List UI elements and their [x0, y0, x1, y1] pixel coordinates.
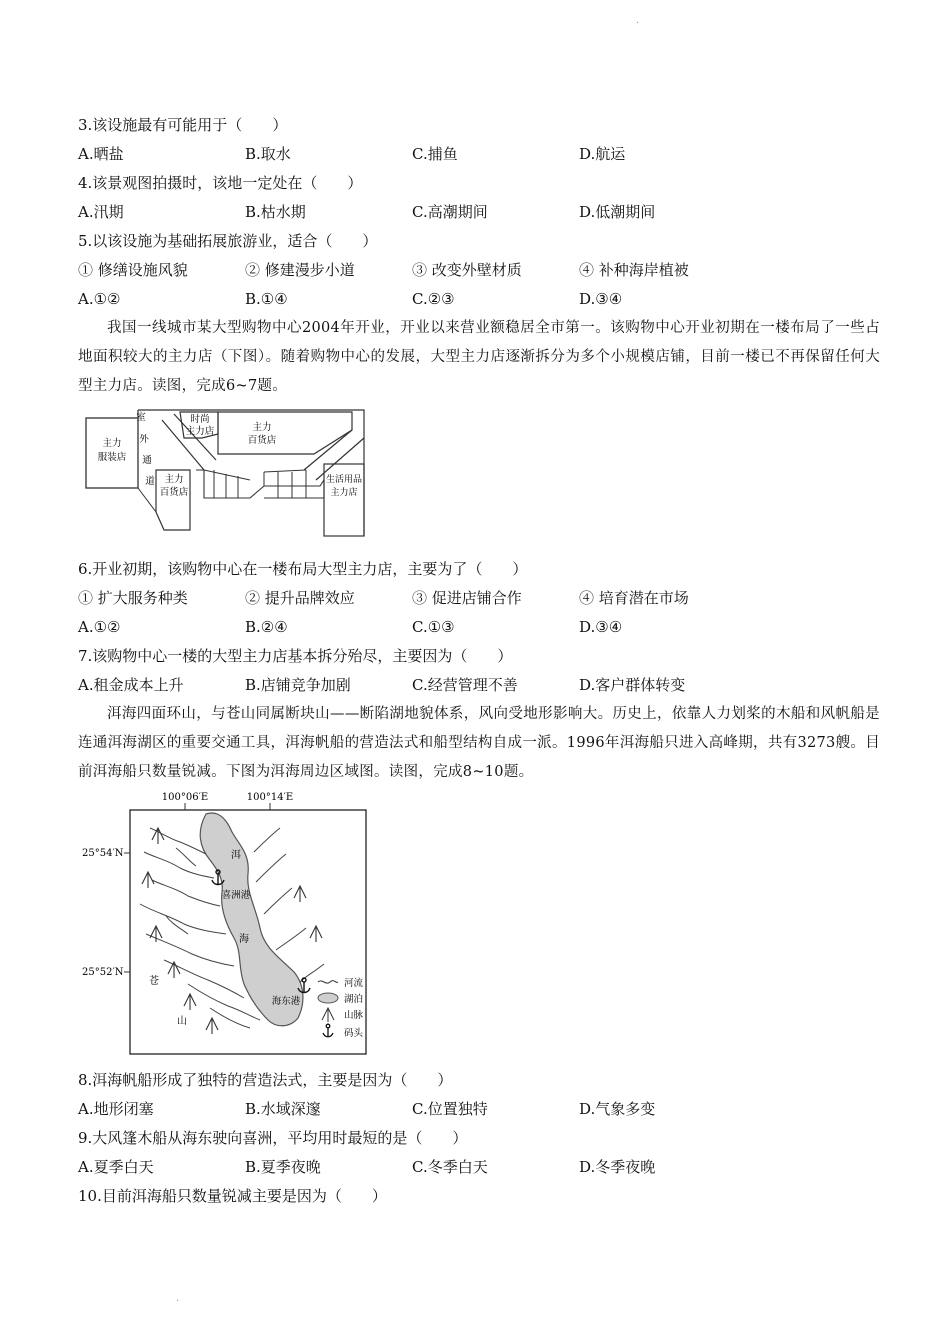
mall-floor-plan: [84, 408, 368, 538]
legend-river: 河流: [344, 978, 364, 989]
passage-erhai: 洱海四面环山，与苍山同属断块山——断陷湖地貌体系，风向受地形影响大。历史上，依靠人力划桨的木船和风帆船是连通洱海湖区的重要交通工具，洱海帆船的营造法式和船型结构自成一派。1996年洱海船只进入高峰期，共有3273艘。目前洱海船只数量锐减。下图为洱海周边区域图。读图，完成8~10题。: [78, 706, 880, 780]
question-7: 7.该购物中心一楼的大型主力店基本拆分殆尽，主要因为（ ）: [78, 647, 513, 665]
option-c: C.高潮期间: [412, 203, 488, 221]
option-d: D.航运: [579, 145, 626, 163]
question-4-options: [78, 202, 878, 222]
question-10: 10.目前洱海船只数量锐减主要是因为（ ）: [78, 1187, 387, 1205]
scan-dot: ·: [176, 1296, 180, 1307]
port-xizhou-label: 喜洲港: [221, 890, 251, 901]
option-b: B.水域深邃: [245, 1100, 321, 1118]
question-3: 3.该设施最有可能用于（ ）: [78, 116, 288, 134]
option-d: D.③④: [579, 290, 623, 308]
map-legend: [318, 977, 364, 1039]
option-b: B.枯水期: [245, 203, 306, 221]
choice-3: ③ 促进店铺合作: [412, 589, 522, 607]
question-7-options: [78, 675, 878, 695]
lake-label-2: 海: [239, 934, 249, 945]
legend-mountain-icon: [322, 1008, 334, 1022]
option-a: A.夏季白天: [78, 1158, 154, 1176]
lake-shape: [200, 813, 303, 1026]
option-a: A.地形闭塞: [78, 1100, 154, 1118]
legend-mountain: 山脉: [344, 1010, 364, 1021]
option-d: D.气象多变: [579, 1100, 656, 1118]
scan-dot: ·: [636, 18, 640, 29]
question-6: 6.开业初期，该购物中心在一楼布局大型主力店，主要为了（ ）: [78, 560, 528, 578]
label-fashion-2: 主力店: [185, 426, 215, 437]
option-d: D.客户群体转变: [579, 676, 686, 694]
option-c: C.冬季白天: [412, 1158, 488, 1176]
choice-3: ③ 改变外壁材质: [412, 261, 522, 279]
label-corridor-4: 道: [145, 476, 155, 487]
lake-label-1: 洱: [231, 850, 241, 861]
mountain-label-1: 苍: [149, 976, 159, 987]
option-c: C.捕鱼: [412, 145, 458, 163]
choice-4: ④ 培育潜在市场: [579, 589, 689, 607]
question-8-options: [78, 1099, 878, 1119]
erhai-map: [80, 788, 372, 1056]
lon-label-1: 100°06′E: [161, 792, 209, 803]
label-dept-top-1: 主力: [252, 422, 272, 433]
label-corridor-2: 外: [139, 434, 149, 445]
choice-1: ① 扩大服务种类: [78, 589, 188, 607]
legend-lake-icon: [318, 993, 338, 1003]
mountain-label-2: 山: [177, 1016, 187, 1027]
option-a: A.租金成本上升: [78, 676, 184, 694]
option-a: A.晒盐: [78, 145, 124, 163]
option-c: C.②③: [412, 290, 455, 308]
question-8: 8.洱海帆船形成了独特的营造法式，主要是因为（ ）: [78, 1071, 453, 1089]
option-d: D.低潮期间: [579, 203, 656, 221]
choice-2: ② 提升品牌效应: [245, 589, 355, 607]
option-b: B.②④: [245, 618, 288, 636]
option-c: C.经营管理不善: [412, 676, 518, 694]
lon-label-2: 100°14′E: [246, 792, 294, 803]
option-b: B.店铺竞争加剧: [245, 676, 351, 694]
question-9: 9.大风篷木船从海东驶向喜洲，平均用时最短的是（ ）: [78, 1129, 468, 1147]
option-a: A.①②: [78, 290, 121, 308]
choice-4: ④ 补种海岸植被: [579, 261, 689, 279]
question-9-options: [78, 1157, 878, 1177]
legend-anchor-icon: [323, 1024, 333, 1037]
label-daily-2: 主力店: [330, 488, 358, 498]
label-dept-low-1: 主力: [164, 474, 184, 485]
question-3-options: [78, 144, 878, 164]
question-6-options: [78, 617, 878, 637]
label-corridor-1: 室: [136, 412, 146, 423]
option-c: C.①③: [412, 618, 455, 636]
option-a: A.①②: [78, 618, 121, 636]
port-haidong-label: 海东港: [271, 996, 301, 1007]
option-a: A.汛期: [78, 203, 124, 221]
option-b: B.①④: [245, 290, 288, 308]
label-clothing-1: 主力: [102, 438, 122, 449]
option-d: D.③④: [579, 618, 623, 636]
option-d: D.冬季夜晚: [579, 1158, 656, 1176]
label-corridor-3: 通: [142, 455, 152, 466]
label-fashion-1: 时尚: [190, 414, 210, 425]
question-5-choices: [78, 260, 878, 280]
question-4: 4.该景观图拍摄时，该地一定处在（ ）: [78, 174, 363, 192]
label-dept-low-2: 百货店: [159, 487, 189, 498]
legend-lake: 湖泊: [344, 994, 364, 1005]
question-6-choices: [78, 588, 878, 608]
question-5: 5.以该设施为基础拓展旅游业，适合（ ）: [78, 232, 378, 250]
option-c: C.位置独特: [412, 1100, 488, 1118]
choice-1: ① 修缮设施风貌: [78, 261, 188, 279]
option-b: B.夏季夜晚: [245, 1158, 321, 1176]
label-daily-1: 生活用品: [325, 475, 363, 485]
question-5-options: [78, 289, 878, 309]
option-b: B.取水: [245, 145, 291, 163]
choice-2: ② 修建漫步小道: [245, 261, 355, 279]
label-clothing-2: 服装店: [97, 452, 127, 463]
lat-label-1: 25°54′N: [82, 848, 124, 859]
lat-label-2: 25°52′N: [82, 967, 124, 978]
label-dept-top-2: 百货店: [247, 435, 277, 446]
legend-dock: 码头: [344, 1028, 364, 1039]
legend-river-icon: [318, 981, 338, 984]
passage-mall: 我国一线城市某大型购物中心2004年开业，开业以来营业额稳居全市第一。该购物中心开业初期在一楼布局了一些占地面积较大的主力店（下图）。随着购物中心的发展，大型主力店逐渐拆分为多个小规模店铺，目前一楼已不再保留任何大型主力店。读图，完成6~7题。: [78, 320, 880, 394]
